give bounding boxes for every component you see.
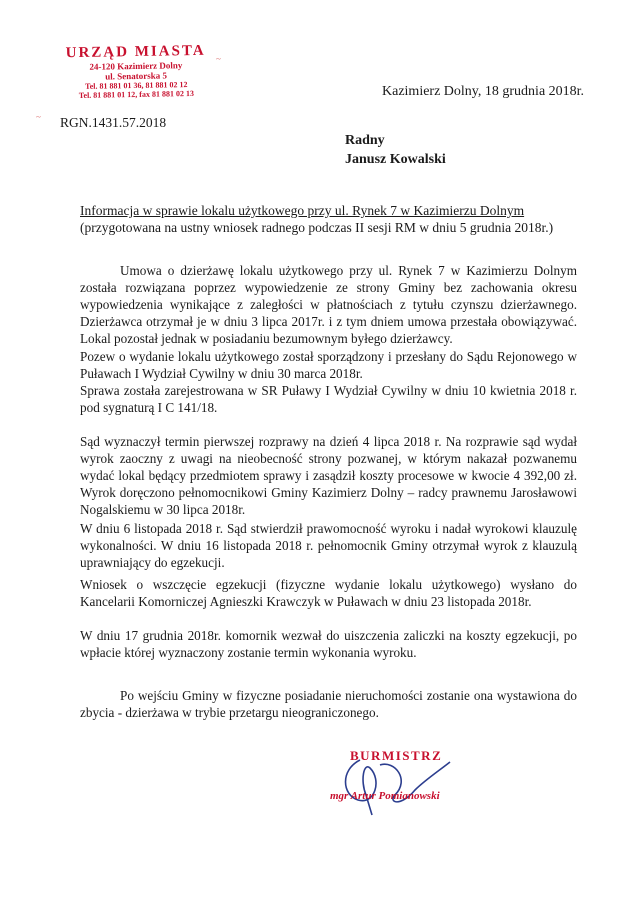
stamp-phone-1: Tel. 81 881 01 36, 81 881 02 12 xyxy=(84,80,188,91)
paragraph-3: Sąd wyznaczył termin pierwszej rozprawy na dzień 4 lipca 2018 r. Na rozprawie sąd wydał wyrok zaoczny z uwagi na nieobecność strony pozwanej, w którym nakazał pozwanemu wydać lokal będący przedmiotem sprawy i zasądził koszty procesowe w kwocie 4 392,00 zł. Wyrok doręczono pełnomocnikowi Gminy Kazimierz Dolny – radcy prawnemu Jarosławowi Nogalskiemu w 30 lipca 2018r. xyxy=(80,434,577,517)
stamp-smudge: ~ xyxy=(36,112,41,122)
subject-note: (przygotowana na ustny wniosek radnego podczas II sesji RM w dniu 5 grudnia 2018r.) xyxy=(80,220,554,235)
stamp-smudge: ~ xyxy=(216,54,221,64)
paragraph-7: Po wejściu Gminy w fizyczne posiadanie nieruchomości zostanie ona wystawiona do zbycia - dzierżawa w trybie przetargu nieograniczonego. xyxy=(80,688,577,720)
subject-block xyxy=(80,202,580,236)
paragraph-1: Umowa o dzierżawę lokalu użytkowego przy ul. Rynek 7 w Kazimierzu Dolnym została rozwiązana poprzez wypowiedzenie ze strony Gminy bez zachowania okresu wypowiedzenia wynikające z zaległości w płatnościach z tytułu czynszu dzierżawnego. Dzierżawca otrzymał je w dniu 3 lipca 2017r. i z tym dniem umowa przestała obowiązywać. Lokal pozostał jednak w posiadaniu bezumownym byłego dzierżawcy. xyxy=(80,263,577,346)
stamp-office-name: URZĄD MIASTA xyxy=(65,42,206,62)
signature-title: BURMISTRZ xyxy=(350,748,443,763)
signature-name: mgr Artur Pomianowski xyxy=(330,790,440,802)
paragraph-2-line-a: Pozew o wydanie lokalu użytkowego został sporządzony i przesłany do Sądu Rejonowego w Puławach I Wydział Cywilny w dniu 30 marca 2018r. xyxy=(80,349,577,381)
recipient-role: Radny xyxy=(345,133,385,148)
stamp-phone-2: Tel. 81 881 01 12, fax 81 881 02 13 xyxy=(78,88,194,100)
stamp-address-city: 24-120 Kazimierz Dolny xyxy=(89,60,183,72)
paragraph-2 xyxy=(80,348,577,416)
stamp-address-street: ul. Senatorska 5 xyxy=(105,70,168,82)
paragraph-4: W dniu 6 listopada 2018 r. Sąd stwierdził prawomocność wyroku i nadał wyrokowi klauzulę wykonalności. W dniu 16 listopada 2018 r. pełnomocnik Gminy otrzymał wyrok z klauzulą uprawniający do egzekucji. xyxy=(80,521,577,570)
paragraph-6: W dniu 17 grudnia 2018r. komornik wezwał do uiszczenia zaliczki na koszty egzekucji, po wpłacie której wyznaczony zostanie termin wykonania wyroku. xyxy=(80,628,577,660)
paragraph-5: Wniosek o wszczęcie egzekucji (fizyczne wydanie lokalu użytkowego) wysłano do Kancelarii Komorniczej Agnieszki Krawczyk w Puławach w dniu 23 listopada 2018r. xyxy=(80,577,577,609)
place-and-date: Kazimierz Dolny, 18 grudnia 2018r. xyxy=(382,84,585,99)
reference-number: RGN.1431.57.2018 xyxy=(60,115,167,130)
recipient xyxy=(345,131,446,169)
recipient-name: Janusz Kowalski xyxy=(345,152,446,167)
paragraph-2-line-b: Sprawa została zarejestrowana w SR Puławy I Wydział Cywilny w dniu 10 kwietnia 2018 r. pod sygnaturą I C 141/18. xyxy=(80,383,577,415)
office-stamp xyxy=(56,43,217,101)
subject-title: Informacja w sprawie lokalu użytkowego przy ul. Rynek 7 w Kazimierzu Dolnym xyxy=(80,203,525,218)
